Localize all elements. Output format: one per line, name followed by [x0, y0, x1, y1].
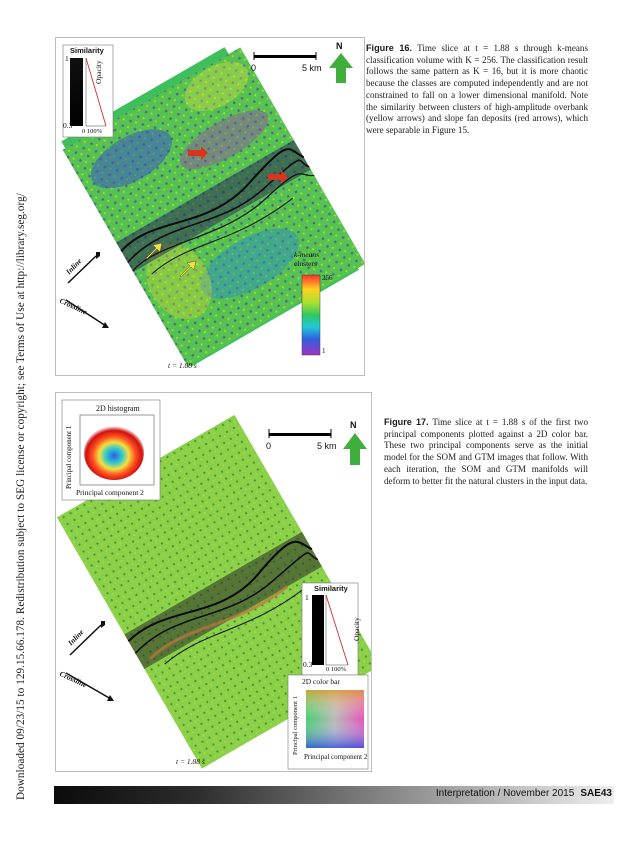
scale-zero: 0 — [266, 441, 272, 451]
figure-17-image — [55, 392, 372, 772]
opacity-label: Opacity — [352, 617, 361, 641]
similarity-title: Similarity — [70, 46, 104, 55]
footer — [436, 788, 612, 799]
opacity-label: Opacity — [94, 60, 103, 84]
journal-name: Interpretation / November 2015 — [435, 788, 575, 799]
inline-label: Inline — [64, 256, 84, 277]
kmeans-colorbar — [302, 275, 320, 355]
time-label: t = 1.88 s — [176, 757, 205, 766]
download-note-text: Downloaded 09/23/15 to 129.15.66.178. Redistribution subject to SEG license or copyright; see Terms of Use at http://library.seg.org/ — [15, 193, 27, 800]
cluster-max: 256 — [322, 274, 333, 282]
scale-zero: 0 — [251, 63, 257, 73]
histogram-plot — [84, 426, 144, 480]
north-label: N — [350, 420, 357, 430]
figure-17-text: Time slice at t = 1.88 s of the first two principal components plotted against a 2D color bar. These two principal components serve as the initial model for the SOM and GTM images that follow. With each iteration, the SOM and GTM manifolds will deform to better fit the natural clusters in the input data. — [384, 417, 588, 486]
sim-tick-top: 1 — [65, 54, 69, 63]
crossline-label: Crossline — [58, 669, 89, 690]
north-arrow-icon — [329, 53, 353, 83]
inline-label: Inline — [66, 627, 86, 648]
pc2-label: Principal component 2 — [76, 488, 144, 497]
scale-bar — [269, 433, 331, 436]
scale-bar — [254, 55, 316, 58]
sim-tick-bottom: 0.3 — [303, 660, 313, 669]
figure-16-label: Figure 16. — [366, 43, 412, 53]
figure-17-label: Figure 17. — [384, 417, 429, 427]
kmeans-title: k-means — [294, 250, 319, 259]
figure-16-graphic — [56, 38, 364, 375]
north-label: N — [336, 41, 343, 51]
histogram-title: 2D histogram — [96, 404, 140, 413]
opacity-ticks: 0 100% — [82, 128, 103, 135]
figure-16-text: Time slice at t = 1.88 s through k-means classification volume with K = 256. The classification result follows the same pattern as K = 16, but it is more chaotic because the classes are computed independently and are not constrained to fall on a lower dimensional manifold. Note the similarity between clusters of high-amplitude overbank (yellow arrows) and slope fan deposits (red arrows), which were separable in Figure 15. — [366, 43, 588, 135]
sim-tick-bottom: 0.3 — [63, 121, 73, 130]
cluster-min: 1 — [322, 347, 326, 355]
page-number: SAE43 — [580, 788, 612, 799]
clusters-title: clusters — [294, 259, 317, 268]
colorbar-title: 2D color bar — [302, 677, 340, 686]
similarity-title: Similarity — [314, 584, 348, 593]
scale-km: 5 km — [302, 63, 322, 73]
crossline-label: Crossline — [58, 296, 89, 317]
pc1-label: Principal component 1 — [65, 425, 73, 489]
figure-17-caption — [384, 417, 588, 487]
figure-16-caption — [366, 43, 588, 137]
north-arrow-icon — [343, 433, 367, 465]
sim-tick-top: 1 — [305, 593, 309, 602]
scale-km: 5 km — [317, 441, 337, 451]
time-label: t = 1.88 s — [168, 361, 197, 370]
colorbar-pc2-label: Principal component 2 — [304, 753, 368, 761]
download-note — [4, 30, 26, 800]
figure-16-image — [55, 37, 365, 376]
opacity-ticks: 0 100% — [326, 666, 347, 673]
colorbar-pc1-label: Principal component 1 — [292, 696, 299, 755]
